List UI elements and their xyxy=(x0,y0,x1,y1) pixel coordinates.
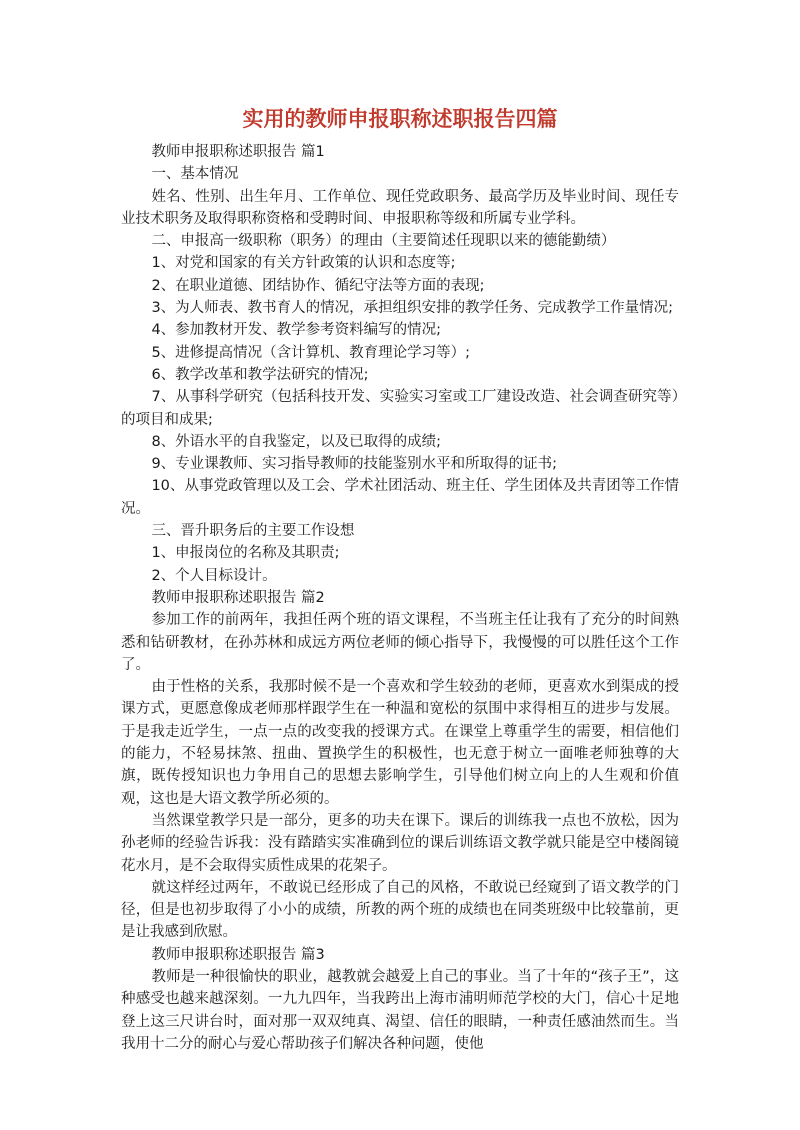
paragraph: 教师是一种很愉快的职业，越教就会越爱上自己的事业。当了十年的“孩子王”，这种感受也越来越深刻。一九九四年，当我跨出上海市浦明师范学校的大门，信心十足地登上这三尺讲台时，面对那一双双纯真、渴望、信任的眼睛，一种责任感油然而生。当我用十二分的耐心与爱心帮助孩子们解决各种问题，使他 xyxy=(121,968,679,1052)
subsection-heading: 二、申报高一级职称（职务）的理由（主要简述任现职以来的德能勤绩） xyxy=(151,233,616,250)
list-item: 5、进修提高情况（含计算机、教育理论学习等）; xyxy=(151,344,471,361)
list-item: 2、个人目标设计。 xyxy=(151,567,277,584)
document-body xyxy=(121,141,679,1055)
list-item: 6、教学改革和教学法研究的情况; xyxy=(151,366,369,383)
list-item: 3、为人师表、教书育人的情况，承担组织安排的教学任务、完成教学工作量情况; xyxy=(151,300,674,317)
section-heading: 教师申报职称述职报告 篇2 xyxy=(151,589,325,606)
list-item: 10、从事党政管理以及工会、学术社团活动、班主任、学生团体及共青团等工作情况。 xyxy=(121,478,679,517)
list-item: 1、对党和国家的有关方针政策的认识和态度等; xyxy=(151,255,456,272)
paragraph: 姓名、性别、出生年月、工作单位、现任党政职务、最高学历及毕业时间、现任专业技术职务及取得职称资格和受聘时间、申报职称等级和所属专业学科。 xyxy=(121,188,679,227)
paragraph: 就这样经过两年，不敢说已经形成了自己的风格，不敢说已经窥到了语文教学的门径，但是也初步取得了小小的成绩，所教的两个班的成绩也在同类班级中比较靠前，更是让我感到欣慰。 xyxy=(121,879,679,941)
section-heading: 教师申报职称述职报告 篇1 xyxy=(151,144,325,160)
subsection-heading: 三、晋升职务后的主要工作设想 xyxy=(151,523,355,540)
list-item: 8、外语水平的自我鉴定，以及已取得的成绩; xyxy=(151,433,442,450)
list-item: 4、参加教材开发、教学参考资料编写的情况; xyxy=(151,322,442,339)
subsection-heading: 一、基本情况 xyxy=(151,166,239,183)
list-item: 2、在职业道德、团结协作、循纪守法等方面的表现; xyxy=(151,277,485,294)
document-title: 实用的教师申报职称述职报告四篇 xyxy=(242,107,558,131)
list-item: 9、专业课教师、实习指导教师的技能鉴别水平和所取得的证书; xyxy=(151,456,558,473)
section-heading: 教师申报职称述职报告 篇3 xyxy=(151,946,325,963)
paragraph: 参加工作的前两年，我担任两个班的语文课程，不当班主任让我有了充分的时间熟悉和钻研教材，在孙苏林和成远方两位老师的倾心指导下，我慢慢的可以胜任这个工作了。 xyxy=(121,612,679,673)
list-item: 7、从事科学研究（包括科技开发、实验实习室或工厂建设改造、社会调查研究等）的项目和成果; xyxy=(121,389,679,428)
paragraph: 当然课堂教学只是一部分，更多的功夫在课下。课后的训练我一点也不放松，因为孙老师的经验告诉我：没有踏踏实实准确到位的课后训练语文教学就只能是空中楼阁镜花水月，是不会取得实质性成果的花架子。 xyxy=(121,812,679,874)
paragraph: 由于性格的关系，我那时候不是一个喜欢和学生较劲的老师，更喜欢水到渠成的授课方式，更愿意像成老师那样跟学生在一种温和宽松的氛围中求得相互的进步与发展。于是我走近学生，一点一点的改变我的授课方式。在课堂上尊重学生的需要，相信他们的能力，不轻易抹煞、扭曲、置换学生的积极性，也无意于树立一面唯老师独尊的大旗，既传授知识也力争用自己的思想去影响学生，引导他们树立向上的人生观和价值观，这也是大语文教学所必须的。 xyxy=(121,679,679,807)
list-item: 1、申报岗位的名称及其职责; xyxy=(151,545,340,562)
